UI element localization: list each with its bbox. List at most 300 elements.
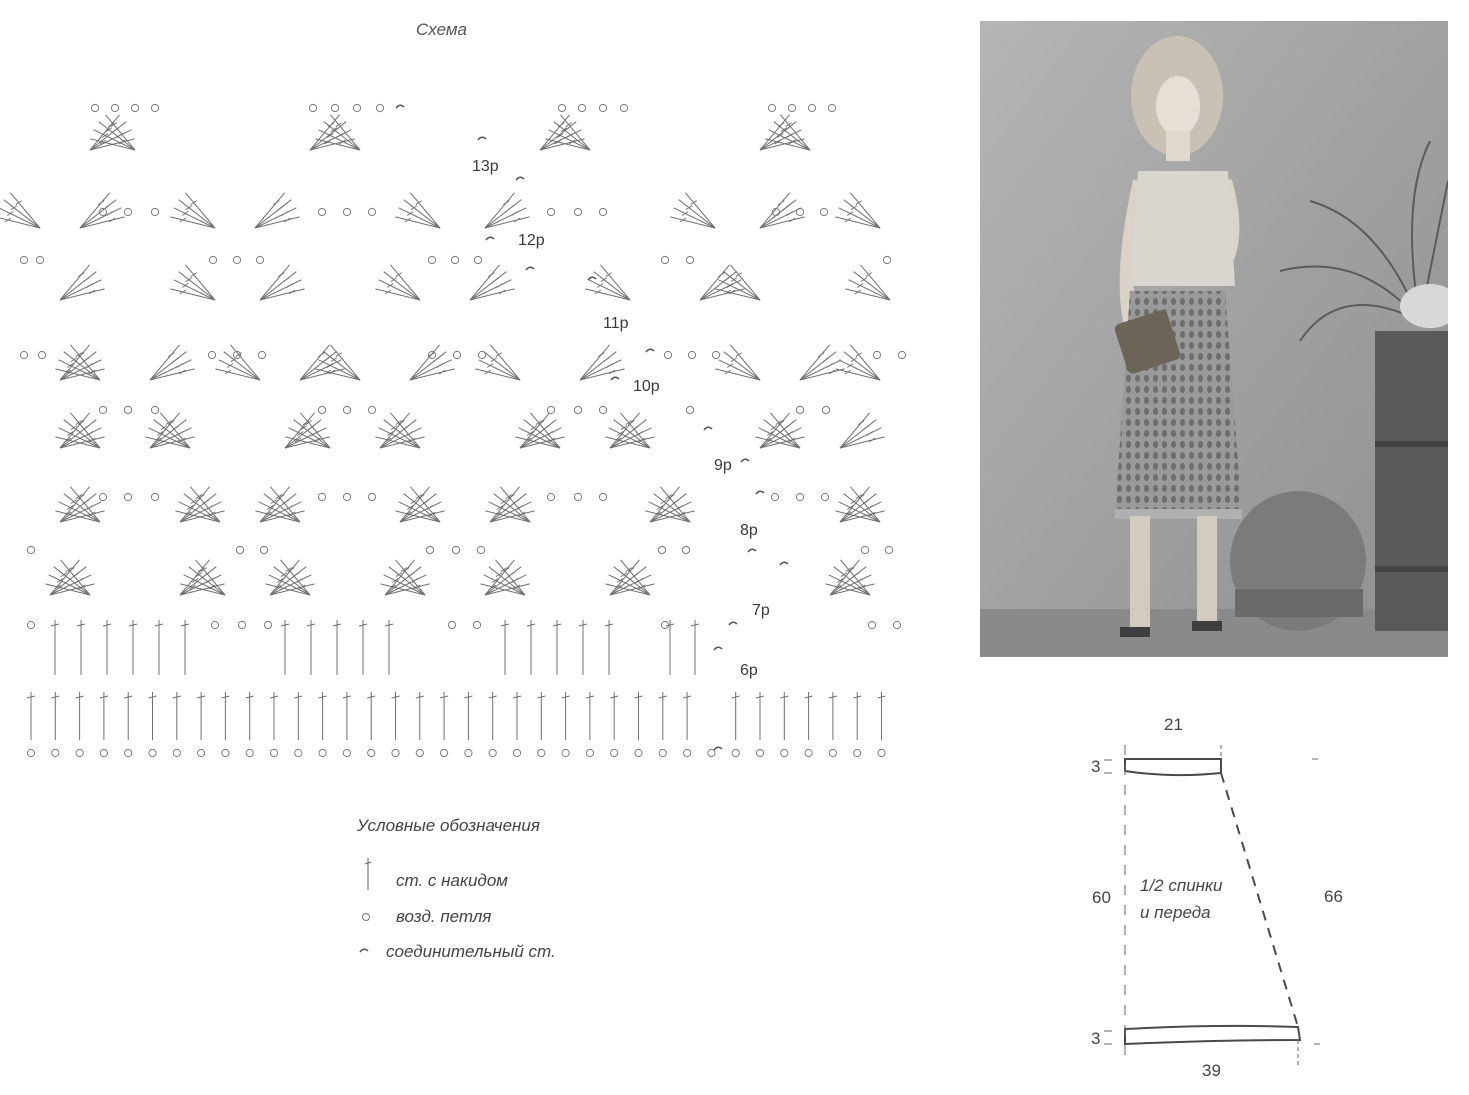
fan-stitch-bar bbox=[437, 363, 443, 367]
chain-stitch bbox=[732, 749, 739, 756]
chain-stitch bbox=[686, 256, 693, 263]
fan-stitch bbox=[410, 360, 451, 380]
slip-stitch bbox=[704, 427, 712, 430]
fan-stitch-bar bbox=[845, 370, 851, 374]
chain-stitch bbox=[661, 621, 668, 628]
fan-stitch bbox=[485, 208, 526, 228]
chain-stitch bbox=[331, 104, 338, 111]
chain-stitch bbox=[124, 493, 131, 500]
chain-stitch bbox=[489, 749, 496, 756]
fan-stitch bbox=[769, 130, 810, 150]
fan-stitch-bar bbox=[98, 201, 104, 205]
fan-stitch-bar bbox=[787, 211, 793, 215]
fan-stitch bbox=[490, 345, 520, 380]
fan-stitch bbox=[780, 115, 810, 150]
chain-stitch bbox=[319, 749, 326, 756]
slip-stitch bbox=[741, 459, 749, 462]
fan-stitch-bar bbox=[512, 211, 518, 215]
fan-stitch-bar bbox=[87, 283, 93, 287]
slip-stitch bbox=[714, 647, 722, 650]
chain-stitch bbox=[620, 104, 627, 111]
fan-stitch bbox=[379, 428, 420, 448]
fan-stitch bbox=[180, 502, 221, 522]
fan-stitch-bar bbox=[856, 201, 862, 205]
fan-stitch bbox=[80, 208, 121, 228]
chain-stitch-symbol bbox=[361, 912, 371, 922]
fan-stitch-bar bbox=[109, 218, 115, 222]
fan-stitch bbox=[385, 575, 426, 595]
fan-stitch bbox=[269, 575, 310, 595]
chain-stitch bbox=[124, 208, 131, 215]
fan-stitch bbox=[759, 428, 800, 448]
chain-stitch bbox=[368, 749, 375, 756]
fan-stitch bbox=[384, 575, 425, 595]
double-crochet-symbol bbox=[362, 856, 374, 892]
fan-stitch-bar bbox=[287, 283, 293, 287]
fan-stitch bbox=[59, 502, 100, 522]
chain-stitch bbox=[151, 406, 158, 413]
fan-stitch bbox=[839, 208, 880, 228]
fan-stitch-bar bbox=[180, 290, 186, 294]
row-label-10: 10р bbox=[633, 378, 660, 395]
fan-stitch bbox=[800, 345, 830, 380]
chain-stitch bbox=[238, 621, 245, 628]
chain-stitch bbox=[805, 749, 812, 756]
chain-stitch bbox=[38, 351, 45, 358]
fan-stitch-bar bbox=[16, 201, 22, 205]
slip-stitch bbox=[714, 747, 722, 750]
chain-stitch bbox=[611, 749, 618, 756]
fan-stitch bbox=[730, 265, 760, 300]
slip-stitch-icon bbox=[358, 946, 372, 958]
fan-stitch bbox=[719, 280, 760, 300]
fan-stitch bbox=[319, 360, 360, 380]
chain-stitch bbox=[558, 104, 565, 111]
row-label-8: 8р bbox=[740, 522, 758, 539]
fan-stitch bbox=[489, 502, 530, 522]
fan-stitch bbox=[840, 428, 881, 448]
fan-stitch-bar bbox=[168, 353, 174, 357]
fan-stitch-bar bbox=[603, 358, 609, 362]
chain-stitch bbox=[125, 749, 132, 756]
fan-stitch-bar bbox=[691, 201, 697, 205]
fan-stitch bbox=[479, 360, 520, 380]
hem-outline bbox=[1125, 1026, 1300, 1044]
fan-stitch bbox=[260, 265, 290, 300]
chain-stitch bbox=[599, 208, 606, 215]
fan-stitch bbox=[10, 193, 40, 228]
fan-stitch-bar bbox=[89, 290, 95, 294]
fan-stitch bbox=[610, 575, 651, 595]
fan-stitch bbox=[230, 345, 260, 380]
fan-stitch-bar bbox=[725, 370, 731, 374]
fan-stitch bbox=[674, 208, 715, 228]
fan-stitch bbox=[330, 345, 360, 380]
fan-stitch-bar bbox=[318, 353, 324, 357]
fan-stitch-bar bbox=[598, 353, 604, 357]
chain-stitch bbox=[829, 749, 836, 756]
fan-stitch bbox=[840, 502, 881, 522]
fan-stitch-bar bbox=[177, 363, 183, 367]
fan-stitch bbox=[485, 193, 515, 228]
chain-stitch bbox=[368, 406, 375, 413]
fan-stitch bbox=[410, 345, 440, 380]
fan-stitch-bar bbox=[496, 353, 502, 357]
fan-stitch bbox=[60, 280, 101, 300]
fan-stitch bbox=[400, 502, 441, 522]
chain-stitch bbox=[209, 256, 216, 263]
fan-stitch-bar bbox=[191, 273, 197, 277]
chain-stitch bbox=[451, 256, 458, 263]
chain-stitch bbox=[574, 406, 581, 413]
fan-stitch-bar bbox=[723, 278, 729, 282]
slip-stitch bbox=[646, 349, 654, 352]
fan-stitch-bar bbox=[284, 218, 290, 222]
fan-stitch-bar bbox=[336, 353, 342, 357]
chain-stitch bbox=[873, 351, 880, 358]
fan-stitch bbox=[150, 345, 180, 380]
fan-stitch bbox=[0, 208, 40, 228]
row-label-11: 11р bbox=[603, 315, 629, 332]
fan-stitch bbox=[399, 502, 440, 522]
fan-stitch bbox=[860, 265, 890, 300]
chain-stitch bbox=[233, 256, 240, 263]
fan-stitch bbox=[179, 502, 220, 522]
fan-stitch bbox=[760, 208, 801, 228]
fan-stitch bbox=[60, 265, 90, 300]
chain-stitch bbox=[788, 104, 795, 111]
fan-stitch-bar bbox=[606, 273, 612, 277]
chain-stitch bbox=[684, 749, 691, 756]
chain-stitch bbox=[756, 749, 763, 756]
fan-stitch bbox=[380, 428, 421, 448]
chain-stitch bbox=[861, 546, 868, 553]
chain-stitch bbox=[808, 104, 815, 111]
fan-stitch bbox=[60, 428, 101, 448]
fan-stitch bbox=[700, 265, 730, 300]
chain-stitch bbox=[453, 351, 460, 358]
fan-stitch bbox=[840, 413, 870, 448]
chain-stitch bbox=[478, 351, 485, 358]
dim-bottom-width: 39 bbox=[1202, 1061, 1221, 1080]
fan-stitch bbox=[174, 280, 215, 300]
fan-stitch-bar bbox=[866, 273, 872, 277]
chain-stitch bbox=[828, 104, 835, 111]
fan-stitch-bar bbox=[503, 201, 509, 205]
chain-stitch bbox=[309, 104, 316, 111]
chain-stitch bbox=[599, 104, 606, 111]
chain-stitch bbox=[198, 749, 205, 756]
fan-stitch-bar bbox=[508, 206, 514, 210]
fan-stitch bbox=[800, 360, 841, 380]
chain-stitch bbox=[211, 621, 218, 628]
chain-stitch bbox=[885, 546, 892, 553]
model-photo bbox=[980, 21, 1448, 657]
fan-stitch bbox=[270, 575, 311, 595]
slip-stitch bbox=[588, 277, 596, 280]
fan-stitch bbox=[50, 575, 91, 595]
chain-stitch bbox=[796, 493, 803, 500]
chain-stitch bbox=[477, 546, 484, 553]
chain-stitch bbox=[36, 256, 43, 263]
fan-stitch-bar bbox=[289, 290, 295, 294]
slip-stitch bbox=[729, 622, 737, 625]
chain-stitch bbox=[878, 749, 885, 756]
chain-stitch bbox=[796, 406, 803, 413]
chain-stitch bbox=[318, 493, 325, 500]
fan-stitch bbox=[399, 208, 440, 228]
fan-stitch bbox=[649, 502, 690, 522]
fan-stitch bbox=[300, 345, 330, 380]
fan-stitch-bar bbox=[278, 206, 284, 210]
chain-stitch bbox=[131, 104, 138, 111]
chain-stitch bbox=[426, 546, 433, 553]
fan-stitch bbox=[589, 280, 630, 300]
fan-stitch bbox=[839, 502, 880, 522]
chain-stitch bbox=[574, 208, 581, 215]
chain-stitch bbox=[441, 749, 448, 756]
chain-stitch bbox=[76, 749, 83, 756]
fan-stitch-bar bbox=[485, 370, 491, 374]
chain-stitch bbox=[688, 351, 695, 358]
fan-stitch bbox=[650, 502, 691, 522]
chain-stitch bbox=[664, 351, 671, 358]
chain-stitch bbox=[91, 104, 98, 111]
slip-stitch bbox=[756, 491, 764, 494]
fan-stitch bbox=[60, 502, 101, 522]
fan-stitch bbox=[685, 193, 715, 228]
fan-stitch-bar bbox=[845, 218, 851, 222]
fan-stitch-bar bbox=[439, 370, 445, 374]
crochet-chart bbox=[0, 0, 960, 780]
chain-stitch bbox=[246, 749, 253, 756]
fan-stitch-bar bbox=[789, 218, 795, 222]
chain-stitch bbox=[586, 749, 593, 756]
chain-stitch bbox=[111, 104, 118, 111]
fan-stitch bbox=[260, 280, 301, 300]
fan-stitch bbox=[470, 280, 511, 300]
fan-stitch bbox=[319, 130, 360, 150]
chain-stitch bbox=[20, 256, 27, 263]
fan-stitch bbox=[600, 265, 630, 300]
fan-stitch bbox=[379, 280, 420, 300]
chain-stitch bbox=[100, 749, 107, 756]
chain-stitch bbox=[708, 749, 715, 756]
chain-stitch bbox=[883, 256, 890, 263]
chain-stitch bbox=[256, 256, 263, 263]
double-crochet-icon bbox=[362, 856, 374, 892]
chain-stitch bbox=[222, 749, 229, 756]
fan-stitch bbox=[410, 193, 440, 228]
right-side-edge bbox=[1221, 773, 1298, 1027]
chain-stitch bbox=[353, 104, 360, 111]
fan-stitch-bar bbox=[273, 201, 279, 205]
chain-stitch bbox=[712, 351, 719, 358]
fan-stitch bbox=[609, 428, 650, 448]
chain-stitch bbox=[547, 493, 554, 500]
chain-stitch bbox=[343, 749, 350, 756]
fan-stitch-bar bbox=[488, 273, 494, 277]
chain-stitch bbox=[416, 749, 423, 756]
chain-stitch bbox=[547, 406, 554, 413]
fan-stitch bbox=[519, 428, 560, 448]
fan-stitch bbox=[730, 345, 760, 380]
fan-stitch bbox=[255, 193, 285, 228]
fan-stitch bbox=[520, 428, 561, 448]
chain-stitch bbox=[538, 749, 545, 756]
fan-stitch bbox=[850, 345, 880, 380]
photo-illustration bbox=[980, 21, 1448, 657]
chain-stitch bbox=[893, 621, 900, 628]
chain-stitch bbox=[768, 104, 775, 111]
chain-stitch bbox=[318, 406, 325, 413]
chain-stitch bbox=[149, 749, 156, 756]
fan-stitch bbox=[849, 280, 890, 300]
fan-stitch bbox=[390, 265, 420, 300]
slip-stitch bbox=[516, 177, 524, 180]
fan-stitch-bar bbox=[225, 370, 231, 374]
fan-stitch-bar bbox=[609, 370, 615, 374]
chain-stitch bbox=[574, 493, 581, 500]
fan-stitch-bar bbox=[493, 278, 499, 282]
chain-stitch bbox=[264, 621, 271, 628]
row-label-9: 9р bbox=[714, 457, 732, 474]
dim-top-width: 21 bbox=[1164, 715, 1183, 734]
chain-stitch bbox=[368, 493, 375, 500]
fan-stitch bbox=[470, 265, 500, 300]
slip-stitch bbox=[486, 237, 494, 240]
chain-stitch bbox=[368, 208, 375, 215]
fan-stitch-bar bbox=[736, 353, 742, 357]
fan-stitch bbox=[609, 575, 650, 595]
fan-stitch-bar bbox=[827, 363, 833, 367]
fan-stitch-bar bbox=[783, 206, 789, 210]
row-label-12: 12р bbox=[518, 232, 545, 249]
chain-stitch bbox=[682, 546, 689, 553]
fan-stitch bbox=[829, 575, 870, 595]
fan-stitch bbox=[760, 428, 801, 448]
row-label-7: 7р bbox=[752, 602, 770, 619]
chain-stitch bbox=[258, 351, 265, 358]
fan-stitch-bar bbox=[497, 283, 503, 287]
fan-stitch-bar bbox=[405, 218, 411, 222]
legend-title: Условные обозначения bbox=[357, 816, 540, 835]
fan-stitch-bar bbox=[818, 353, 824, 357]
chain-stitch bbox=[821, 493, 828, 500]
chain-stitch bbox=[599, 406, 606, 413]
fan-stitch-bar bbox=[107, 211, 113, 215]
chain-stitch bbox=[343, 208, 350, 215]
chain-stitch bbox=[599, 493, 606, 500]
slip-stitch bbox=[478, 137, 486, 140]
chain-stitch bbox=[898, 351, 905, 358]
slip-stitch-symbol bbox=[358, 946, 372, 958]
chain-stitch bbox=[658, 546, 665, 553]
fan-stitch bbox=[490, 502, 531, 522]
slip-stitch bbox=[396, 105, 404, 108]
chain-stitch bbox=[124, 406, 131, 413]
fan-stitch-bar bbox=[855, 290, 861, 294]
legend-label-double-crochet: ст. с накидом bbox=[396, 871, 508, 890]
chain-stitch bbox=[343, 406, 350, 413]
fan-stitch bbox=[150, 360, 191, 380]
fan-stitch bbox=[149, 428, 190, 448]
fan-stitch bbox=[760, 193, 790, 228]
fan-stitch bbox=[80, 193, 110, 228]
chain-stitch bbox=[20, 351, 27, 358]
fan-stitch bbox=[174, 208, 215, 228]
fan-stitch-bar bbox=[5, 218, 11, 222]
fan-stitch bbox=[185, 193, 215, 228]
fan-stitch-bar bbox=[323, 358, 329, 362]
chain-stitch bbox=[822, 406, 829, 413]
legend-label-slip: соединительный ст. bbox=[386, 942, 556, 961]
chain-stitch bbox=[27, 749, 34, 756]
slip-stitch bbox=[611, 377, 619, 380]
schematic-label-line1: 1/2 спинки bbox=[1140, 876, 1223, 895]
chain-stitch bbox=[796, 208, 803, 215]
chain-stitch bbox=[173, 749, 180, 756]
fan-stitch-bar bbox=[179, 370, 185, 374]
fan-stitch bbox=[580, 345, 610, 380]
chain-stitch bbox=[820, 208, 827, 215]
chain-stitch bbox=[295, 749, 302, 756]
dim-right-height: 66 bbox=[1324, 887, 1343, 906]
dim-left-height: 60 bbox=[1092, 888, 1111, 907]
chain-stitch bbox=[27, 546, 34, 553]
chain-stitch bbox=[428, 351, 435, 358]
fan-stitch bbox=[839, 360, 880, 380]
fan-stitch bbox=[259, 502, 300, 522]
fan-stitch-bar bbox=[680, 218, 686, 222]
fan-stitch bbox=[60, 360, 101, 380]
fan-stitch-bar bbox=[83, 278, 89, 282]
chain-stitch bbox=[99, 493, 106, 500]
slip-stitch bbox=[526, 267, 534, 270]
fan-stitch bbox=[549, 130, 590, 150]
fan-stitch-bar bbox=[282, 211, 288, 215]
fan-stitch-bar bbox=[416, 201, 422, 205]
fan-stitch bbox=[260, 502, 301, 522]
fan-stitch-bar bbox=[607, 363, 613, 367]
chain-stitch bbox=[562, 749, 569, 756]
chain-stitch bbox=[448, 621, 455, 628]
fan-stitch bbox=[255, 208, 296, 228]
fan-stitch bbox=[850, 193, 880, 228]
fan-stitch bbox=[330, 115, 360, 150]
fan-stitch bbox=[150, 428, 191, 448]
fan-stitch-bar bbox=[778, 201, 784, 205]
fan-stitch bbox=[59, 428, 100, 448]
legend-label-chain: возд. петля bbox=[396, 907, 492, 926]
fan-stitch-bar bbox=[180, 218, 186, 222]
chain-stitch bbox=[27, 621, 34, 628]
fan-stitch-bar bbox=[514, 218, 520, 222]
schematic-label-line2: и переда bbox=[1140, 903, 1211, 922]
fan-stitch bbox=[59, 360, 100, 380]
chain-stitch bbox=[260, 546, 267, 553]
fan-stitch-bar bbox=[396, 273, 402, 277]
fan-stitch bbox=[560, 115, 590, 150]
chain-stitch bbox=[578, 104, 585, 111]
fan-stitch-bar bbox=[278, 273, 284, 277]
chain-stitch-icon bbox=[361, 912, 371, 922]
fan-stitch-bar bbox=[595, 290, 601, 294]
slip-stitch bbox=[780, 562, 788, 565]
chain-stitch bbox=[99, 406, 106, 413]
fan-stitch-bar bbox=[867, 431, 873, 435]
chain-stitch bbox=[236, 546, 243, 553]
